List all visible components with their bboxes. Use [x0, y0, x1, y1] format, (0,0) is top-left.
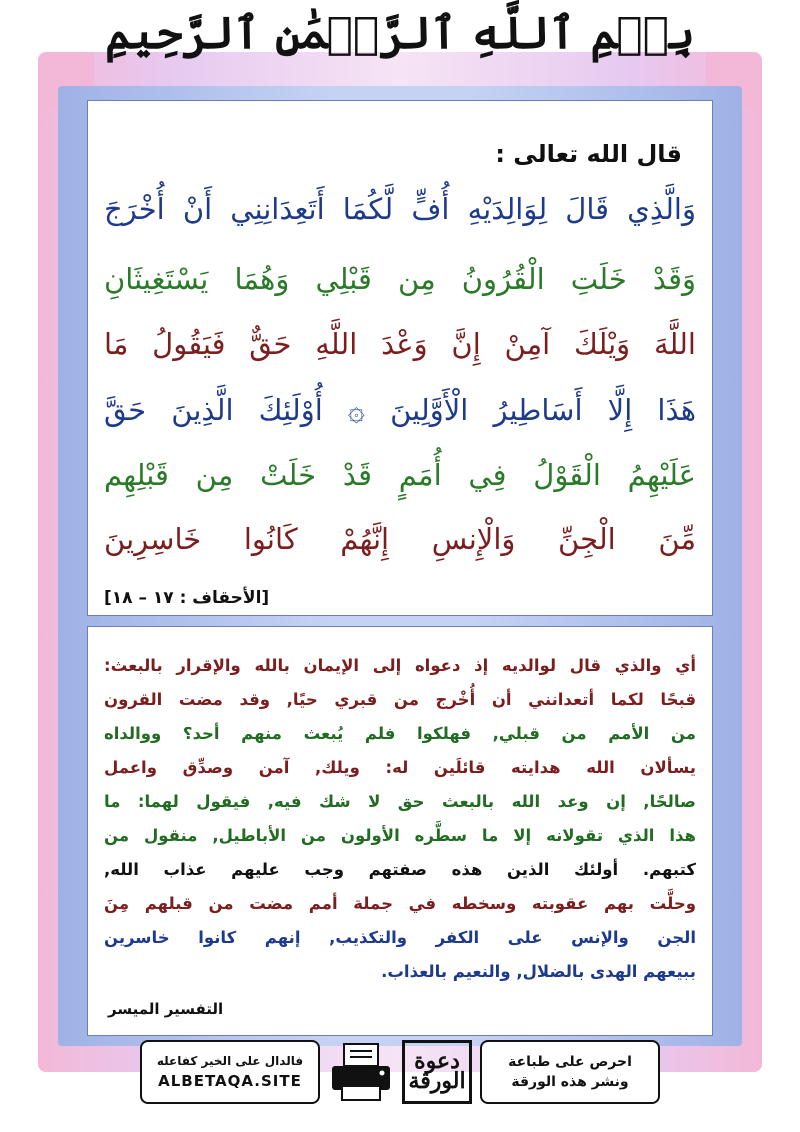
tafsir-line-3: من الأمم من قبلي, فهلكوا فلم يُبعث منهم أحد؟ ووالداه — [104, 724, 696, 743]
verse-line-3: اللَّهَ وَيْلَكَ آمِنْ إِنَّ وَعْدَ اللَّهِ حَقٌّ فَيَقُولُ مَا — [104, 327, 696, 361]
tafsir-line-10: ببيعهم الهدى بالضلال, والنعيم بالعذاب. — [381, 962, 696, 981]
footer-site-link[interactable]: ALBETAQA.SITE — [158, 1072, 302, 1090]
dawat-alwaraqa-logo — [402, 1040, 472, 1104]
verse-line-6: مِّنَ الْجِنِّ وَالْإِنسِ إِنَّهُمْ كَانُوا خَاسِرِينَ — [104, 522, 696, 556]
footer-motto: فالدال على الخير كفاعله — [156, 1054, 304, 1068]
verse-intro: قال الله تعالى : — [495, 140, 682, 168]
verse-reference: [الأحقاف : ١٧ – ١٨] — [104, 588, 270, 608]
printer-icon — [330, 1042, 392, 1102]
tafsir-line-2: قبحًا لكما أتعدانني أن أُخْرج من قبري حيًا, وقد مضت القرون — [104, 690, 696, 709]
footer — [140, 1040, 660, 1104]
tafsir-line-8: وحلَّت بهم عقوبته وسخطه في جملة أمم مضت من قبلهم مِنَ — [104, 894, 696, 913]
verse-line-1: وَالَّذِي قَالَ لِوَالِدَيْهِ أُفٍّ لَّكُمَا أَتَعِدَانِنِي أَنْ أُخْرَجَ — [104, 192, 696, 226]
logo-line-1: دعوة — [414, 1048, 460, 1075]
tafsir-line-5: صالحًا, إن وعد الله بالبعث حق لا شك فيه, فيقول لهما: ما — [104, 792, 696, 811]
footer-print-line-1: احرص على طباعة — [508, 1054, 632, 1070]
footer-print-line-2: ونشر هذه الورقة — [511, 1074, 629, 1090]
tafsir-line-4: يسألان الله هدايته قائلَين له: ويلك, آمن وصدِّق واعمل — [104, 758, 696, 777]
verse-line-2: وَقَدْ خَلَتِ الْقُرُونُ مِن قَبْلِي وَهُمَا يَسْتَغِيثَانِ — [104, 262, 696, 296]
tafsir-line-9: الجن والإنس على الكفر والتكذيب, إنهم كانوا خاسرين — [104, 928, 696, 947]
tafsir-source: التفسير الميسر — [108, 1000, 224, 1018]
tafsir-line-1: أي والذي قال لوالديه إذ دعواه إلى الإيمان بالله والإقرار بالبعث: — [104, 656, 696, 675]
basmala-calligraphy: بِسۡمِ ٱللَّهِ ٱلرَّحۡمَٰنِ ٱلرَّحِيمِ — [105, 8, 695, 59]
verse-line-4: هَذَا إِلَّا أَسَاطِيرُ الْأَوَّلِينَ ۞ أُوْلَئِكَ الَّذِينَ حَقَّ — [104, 393, 696, 427]
verse-line-5: عَلَيْهِمُ الْقَوْلُ فِي أُمَمٍ قَدْ خَلَتْ مِن قَبْلِهِم — [104, 458, 696, 492]
tafsir-line-7: كتبهم. أولئك الذين هذه صفتهم وجب عليهم عذاب الله, — [104, 860, 696, 879]
tafsir-line-6: هذا الذي تقولانه إلا ما سطَّره الأولون من الأباطيل, منقول من — [104, 826, 696, 845]
footer-print-box — [480, 1040, 660, 1104]
footer-site-box — [140, 1040, 320, 1104]
logo-line-2: الورقة — [408, 1068, 466, 1094]
